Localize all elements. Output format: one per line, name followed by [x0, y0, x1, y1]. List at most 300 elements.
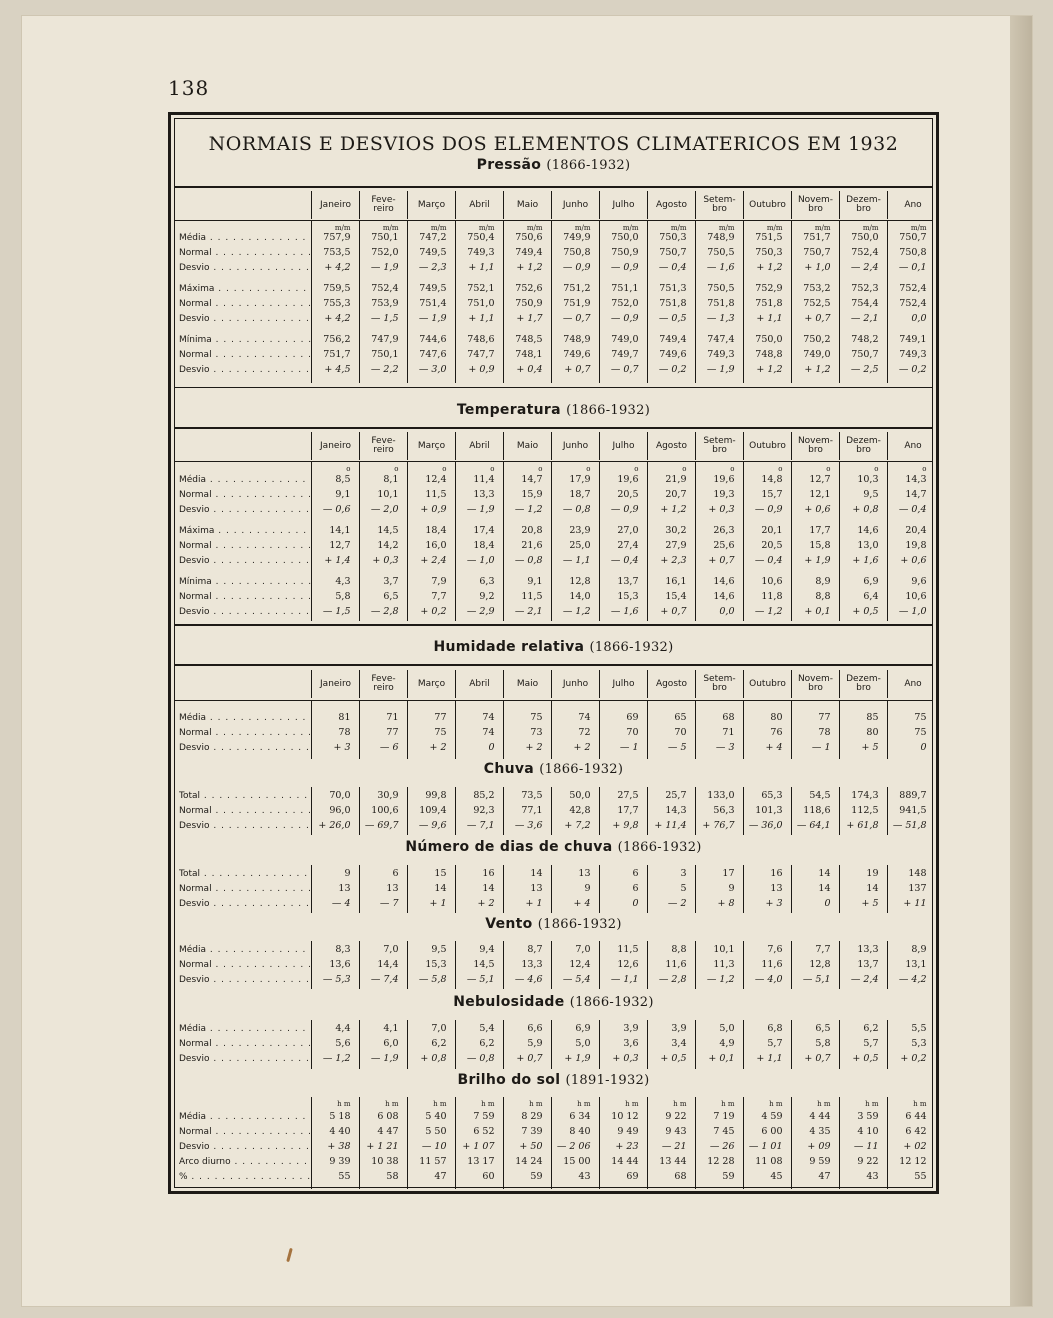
value-cell: 0	[920, 742, 927, 753]
value-cell: 4,1	[383, 1023, 399, 1034]
unit-label: h m	[817, 1100, 831, 1108]
value-cell: 75	[530, 712, 543, 723]
value-cell: + 0,7	[804, 1053, 831, 1064]
value-cell: — 21	[661, 1141, 687, 1152]
value-cell: — 7,1	[466, 820, 495, 831]
value-cell: 8,3	[335, 944, 351, 955]
value-cell: 10,6	[761, 576, 783, 587]
unit-label: h m	[721, 1100, 735, 1108]
month-header: Janeiro	[311, 191, 359, 219]
value-cell: — 0,9	[562, 262, 591, 273]
value-cell: + 0,4	[516, 364, 543, 375]
column-divider	[791, 220, 792, 383]
value-cell: 750,1	[371, 349, 399, 360]
section-title-years: (1866-1932)	[539, 762, 624, 777]
value-cell: 13 17	[467, 1156, 495, 1167]
column-divider	[359, 1097, 360, 1189]
value-cell: 747,6	[419, 349, 447, 360]
month-header: Julho	[599, 670, 647, 698]
value-cell: 5,8	[815, 1038, 831, 1049]
section-title-humidity	[175, 639, 932, 655]
data-row	[175, 1052, 932, 1066]
value-cell: 3,6	[623, 1038, 639, 1049]
value-cell: 6,2	[431, 1038, 447, 1049]
value-cell: — 5,4	[562, 974, 591, 985]
month-header: Outubro	[743, 191, 791, 219]
row-label: Normal . . .	[179, 297, 311, 311]
month-header: Setem- bro	[695, 191, 743, 219]
value-cell: 749,7	[611, 349, 639, 360]
value-cell: 19,8	[905, 540, 927, 551]
value-cell: 25,0	[569, 540, 591, 551]
value-cell: — 4,2	[898, 974, 927, 985]
row-label: Média . . .	[179, 943, 311, 957]
row-label: Normal . . .	[179, 804, 311, 818]
month-header: Agosto	[647, 670, 695, 698]
value-cell: — 1,9	[370, 262, 399, 273]
row-label: Desvio . . .	[179, 741, 311, 755]
value-cell: 8 40	[569, 1126, 591, 1137]
data-row	[175, 231, 932, 245]
value-cell: 8,8	[671, 944, 687, 955]
value-cell: 9	[344, 868, 351, 879]
column-divider	[743, 941, 744, 989]
value-cell: 81	[338, 712, 351, 723]
value-cell: 20,1	[761, 525, 783, 536]
value-cell: 16,0	[425, 540, 447, 551]
value-cell: 749,9	[563, 232, 591, 243]
value-cell: 748,9	[707, 232, 735, 243]
value-cell: 5 40	[425, 1111, 447, 1122]
value-cell: 99,8	[425, 790, 447, 801]
value-cell: 3	[680, 868, 687, 879]
column-divider	[647, 865, 648, 913]
value-cell: — 2,4	[850, 974, 879, 985]
value-cell: + 0,7	[564, 364, 591, 375]
data-row	[175, 590, 932, 604]
value-cell: 14	[818, 883, 831, 894]
unit-label: o	[394, 465, 399, 473]
value-cell: — 1	[811, 742, 831, 753]
month-header: Ano	[887, 432, 938, 460]
column-divider	[455, 941, 456, 989]
value-cell: 752,4	[851, 247, 879, 258]
column-divider	[311, 865, 312, 913]
value-cell: 43	[578, 1171, 591, 1182]
data-row	[175, 1155, 932, 1169]
column-divider	[599, 787, 600, 835]
value-cell: 16,1	[665, 576, 687, 587]
value-cell: — 0,8	[514, 555, 543, 566]
value-cell: 750,5	[707, 247, 735, 258]
unit-label: m/m	[334, 224, 351, 232]
section-title-text: Chuva	[483, 761, 535, 777]
unit-label: h m	[481, 1100, 495, 1108]
value-cell: 72	[578, 727, 591, 738]
value-cell: 76	[770, 727, 783, 738]
unit-label: o	[586, 465, 591, 473]
value-cell: 21,6	[521, 540, 543, 551]
rule	[175, 427, 932, 429]
value-cell: 749,6	[563, 349, 591, 360]
value-cell: — 0,9	[610, 313, 639, 324]
row-label: % . . .	[179, 1170, 311, 1184]
row-label: Normal . . .	[179, 882, 311, 896]
value-cell: 12 28	[707, 1156, 735, 1167]
value-cell: 9,1	[335, 489, 351, 500]
value-cell: — 7	[379, 898, 399, 909]
column-divider	[743, 461, 744, 621]
value-cell: 749,0	[611, 334, 639, 345]
column-divider	[311, 461, 312, 621]
value-cell: 12,1	[809, 489, 831, 500]
value-cell: — 1,0	[898, 606, 927, 617]
column-divider	[743, 700, 744, 759]
column-divider	[551, 220, 552, 383]
column-divider	[695, 787, 696, 835]
data-row	[175, 1140, 932, 1154]
value-cell: — 0,9	[610, 504, 639, 515]
value-cell: 752,5	[803, 298, 831, 309]
column-divider	[743, 1097, 744, 1189]
column-divider	[791, 1097, 792, 1189]
value-cell: 750,0	[755, 334, 783, 345]
value-cell: 14,6	[713, 576, 735, 587]
value-cell: + 4	[573, 898, 591, 909]
value-cell: 752,6	[515, 283, 543, 294]
value-cell: 15 00	[563, 1156, 591, 1167]
value-cell: 118,6	[803, 805, 831, 816]
value-cell: 10 12	[611, 1111, 639, 1122]
value-cell: 12 12	[899, 1156, 927, 1167]
value-cell: 7 59	[473, 1111, 495, 1122]
value-cell: 15,8	[809, 540, 831, 551]
data-row	[175, 363, 932, 377]
value-cell: + 1,7	[516, 313, 543, 324]
value-cell: 15,7	[761, 489, 783, 500]
value-cell: 7,9	[431, 576, 447, 587]
value-cell: 750,7	[659, 247, 687, 258]
value-cell: 20,8	[521, 525, 543, 536]
value-cell: — 1	[619, 742, 639, 753]
value-cell: — 1,5	[370, 313, 399, 324]
unit-label: o	[634, 465, 639, 473]
value-cell: + 0,7	[660, 606, 687, 617]
value-cell: 750,3	[755, 247, 783, 258]
data-row	[175, 1022, 932, 1036]
value-cell: 751,0	[467, 298, 495, 309]
data-row	[175, 605, 932, 619]
value-cell: 20,5	[761, 540, 783, 551]
data-row	[175, 554, 932, 568]
month-header: Outubro	[743, 670, 791, 698]
value-cell: 13,0	[857, 540, 879, 551]
column-divider	[887, 1020, 888, 1069]
value-cell: + 0,2	[900, 1053, 927, 1064]
data-row	[175, 282, 932, 296]
climate-table-frame	[168, 112, 939, 1194]
value-cell: — 2 06	[556, 1141, 591, 1152]
month-header: Janeiro	[311, 670, 359, 698]
value-cell: 13,3	[857, 944, 879, 955]
value-cell: — 4	[331, 898, 351, 909]
value-cell: 0	[488, 742, 495, 753]
unit-row	[175, 1099, 932, 1109]
value-cell: 85	[866, 712, 879, 723]
unit-label: h m	[433, 1100, 447, 1108]
value-cell: 749,4	[659, 334, 687, 345]
value-cell: 5,9	[527, 1038, 543, 1049]
value-cell: 9 39	[329, 1156, 351, 1167]
value-cell: 751,7	[323, 349, 351, 360]
column-divider	[695, 1097, 696, 1189]
row-label: Desvio . . .	[179, 1052, 311, 1066]
column-divider	[311, 700, 312, 759]
value-cell: 74	[482, 712, 495, 723]
month-header: Março	[407, 670, 455, 698]
value-cell: 85,2	[473, 790, 495, 801]
value-cell: 749,6	[659, 349, 687, 360]
value-cell: 11 57	[419, 1156, 447, 1167]
value-cell: 750,8	[899, 247, 927, 258]
month-header: Feve- reiro	[359, 191, 407, 219]
value-cell: 11,8	[761, 591, 783, 602]
section-title-text: Pressão	[476, 157, 542, 173]
value-cell: 752,1	[467, 283, 495, 294]
value-cell: 15,3	[425, 959, 447, 970]
value-cell: + 0,5	[852, 1053, 879, 1064]
row-label: Máxima . . .	[179, 282, 311, 296]
value-cell: 65	[674, 712, 687, 723]
value-cell: 20,5	[617, 489, 639, 500]
column-divider	[647, 787, 648, 835]
value-cell: 14 44	[611, 1156, 639, 1167]
value-cell: 748,8	[755, 349, 783, 360]
value-cell: — 26	[709, 1141, 735, 1152]
month-header: Abril	[455, 191, 503, 219]
value-cell: — 2,1	[514, 606, 543, 617]
data-row	[175, 246, 932, 260]
value-cell: 750,0	[611, 232, 639, 243]
column-divider	[791, 941, 792, 989]
value-cell: 749,3	[899, 349, 927, 360]
column-divider	[887, 1097, 888, 1189]
data-row	[175, 882, 932, 896]
column-divider	[551, 1097, 552, 1189]
main-title: NORMAIS E DESVIOS DOS ELEMENTOS CLIMATERICOS EM 1932	[208, 133, 899, 155]
value-cell: + 4,5	[324, 364, 351, 375]
value-cell: — 0,2	[898, 364, 927, 375]
value-cell: — 3,6	[514, 820, 543, 831]
value-cell: 751,7	[803, 232, 831, 243]
value-cell: — 0,4	[754, 555, 783, 566]
value-cell: 6 08	[377, 1111, 399, 1122]
data-row	[175, 1110, 932, 1124]
value-cell: 70	[674, 727, 687, 738]
value-cell: 6 00	[761, 1126, 783, 1137]
value-cell: 12,8	[809, 959, 831, 970]
column-divider	[791, 700, 792, 759]
value-cell: 3,9	[671, 1023, 687, 1034]
column-divider	[599, 1097, 600, 1189]
column-divider	[551, 941, 552, 989]
column-divider	[311, 220, 312, 383]
value-cell: 13,6	[329, 959, 351, 970]
value-cell: 749,5	[419, 283, 447, 294]
value-cell: + 1,1	[468, 313, 495, 324]
value-cell: — 10	[421, 1141, 447, 1152]
value-cell: 74	[578, 712, 591, 723]
value-cell: + 0,6	[804, 504, 831, 515]
value-cell: + 0,5	[852, 606, 879, 617]
value-cell: 750,2	[803, 334, 831, 345]
value-cell: — 2,8	[370, 606, 399, 617]
value-cell: 17,4	[473, 525, 495, 536]
month-header: Junho	[551, 432, 599, 460]
value-cell: 9	[728, 883, 735, 894]
value-cell: 751,4	[419, 298, 447, 309]
value-cell: + 2	[525, 742, 543, 753]
value-cell: 12,4	[569, 959, 591, 970]
value-cell: + 0,8	[420, 1053, 447, 1064]
data-row	[175, 1125, 932, 1139]
value-cell: 751,8	[707, 298, 735, 309]
value-cell: 5,7	[863, 1038, 879, 1049]
value-cell: — 1,5	[322, 606, 351, 617]
value-cell: + 0,7	[708, 555, 735, 566]
value-cell: 14,6	[857, 525, 879, 536]
value-cell: + 1,2	[516, 262, 543, 273]
value-cell: 19	[866, 868, 879, 879]
value-cell: 101,3	[755, 805, 783, 816]
value-cell: 27,4	[617, 540, 639, 551]
value-cell: 889,7	[899, 790, 927, 801]
value-cell: 15,9	[521, 489, 543, 500]
column-divider	[839, 1020, 840, 1069]
unit-label: o	[778, 465, 783, 473]
value-cell: 25,6	[713, 540, 735, 551]
column-divider	[839, 700, 840, 759]
column-divider	[503, 700, 504, 759]
column-divider	[455, 1097, 456, 1189]
value-cell: 5,3	[911, 1038, 927, 1049]
value-cell: 14,4	[377, 959, 399, 970]
value-cell: + 0,5	[660, 1053, 687, 1064]
value-cell: — 2,2	[370, 364, 399, 375]
month-header: Agosto	[647, 191, 695, 219]
value-cell: + 1	[429, 898, 447, 909]
data-row	[175, 575, 932, 589]
column-divider	[311, 787, 312, 835]
column-divider	[551, 461, 552, 621]
value-cell: — 0,7	[562, 313, 591, 324]
value-cell: 11,6	[665, 959, 687, 970]
column-divider	[647, 700, 648, 759]
column-divider	[839, 461, 840, 621]
month-header: Junho	[551, 191, 599, 219]
value-cell: 14	[866, 883, 879, 894]
value-cell: 69	[626, 712, 639, 723]
value-cell: 6	[392, 868, 399, 879]
data-row	[175, 973, 932, 987]
value-cell: 4 10	[857, 1126, 879, 1137]
value-cell: 6,2	[863, 1023, 879, 1034]
value-cell: 4,4	[335, 1023, 351, 1034]
month-header: Novem- bro	[791, 432, 839, 460]
value-cell: 749,1	[899, 334, 927, 345]
column-divider	[887, 461, 888, 621]
month-header: Maio	[503, 191, 551, 219]
value-cell: 750,7	[851, 349, 879, 360]
column-divider	[359, 461, 360, 621]
value-cell: 751,3	[659, 283, 687, 294]
column-divider	[359, 700, 360, 759]
value-cell: 9,1	[527, 576, 543, 587]
value-cell: + 1	[525, 898, 543, 909]
value-cell: 4 59	[761, 1111, 783, 1122]
unit-label: m/m	[910, 224, 927, 232]
column-divider	[743, 787, 744, 835]
value-cell: 6	[632, 883, 639, 894]
column-divider	[455, 700, 456, 759]
value-cell: — 1,2	[754, 606, 783, 617]
column-divider	[695, 220, 696, 383]
value-cell: — 1,6	[610, 606, 639, 617]
value-cell: — 3,0	[418, 364, 447, 375]
value-cell: — 2,9	[466, 606, 495, 617]
column-divider	[791, 1020, 792, 1069]
value-cell: + 0,7	[804, 313, 831, 324]
value-cell: 59	[530, 1171, 543, 1182]
value-cell: 12,8	[569, 576, 591, 587]
value-cell: 5 50	[425, 1126, 447, 1137]
month-header: Maio	[503, 670, 551, 698]
data-row	[175, 1170, 932, 1184]
data-row	[175, 539, 932, 553]
value-cell: 752,4	[899, 298, 927, 309]
value-cell: 47	[818, 1171, 831, 1182]
value-cell: 14,5	[377, 525, 399, 536]
value-cell: 8,7	[527, 944, 543, 955]
section-title-years: (1866-1932)	[546, 158, 631, 173]
value-cell: 77	[818, 712, 831, 723]
column-divider	[743, 220, 744, 383]
value-cell: + 50	[519, 1141, 543, 1152]
value-cell: 19,6	[617, 474, 639, 485]
value-cell: — 5,1	[466, 974, 495, 985]
value-cell: 14,1	[329, 525, 351, 536]
value-cell: 749,3	[467, 247, 495, 258]
value-cell: 752,0	[371, 247, 399, 258]
unit-label: o	[922, 465, 927, 473]
value-cell: 77	[434, 712, 447, 723]
value-cell: + 5	[861, 898, 879, 909]
data-row	[175, 711, 932, 725]
section-title-years: (1866-1932)	[589, 640, 674, 655]
row-label: Média . . .	[179, 1110, 311, 1124]
section-title-cloudiness	[175, 994, 932, 1010]
column-divider	[599, 941, 600, 989]
value-cell: 752,3	[851, 283, 879, 294]
row-label: Normal . . .	[179, 590, 311, 604]
column-divider	[455, 220, 456, 383]
unit-label: o	[730, 465, 735, 473]
unit-label: m/m	[670, 224, 687, 232]
value-cell: — 3	[715, 742, 735, 753]
data-row	[175, 897, 932, 911]
value-cell: 750,9	[611, 247, 639, 258]
value-cell: 19,6	[713, 474, 735, 485]
